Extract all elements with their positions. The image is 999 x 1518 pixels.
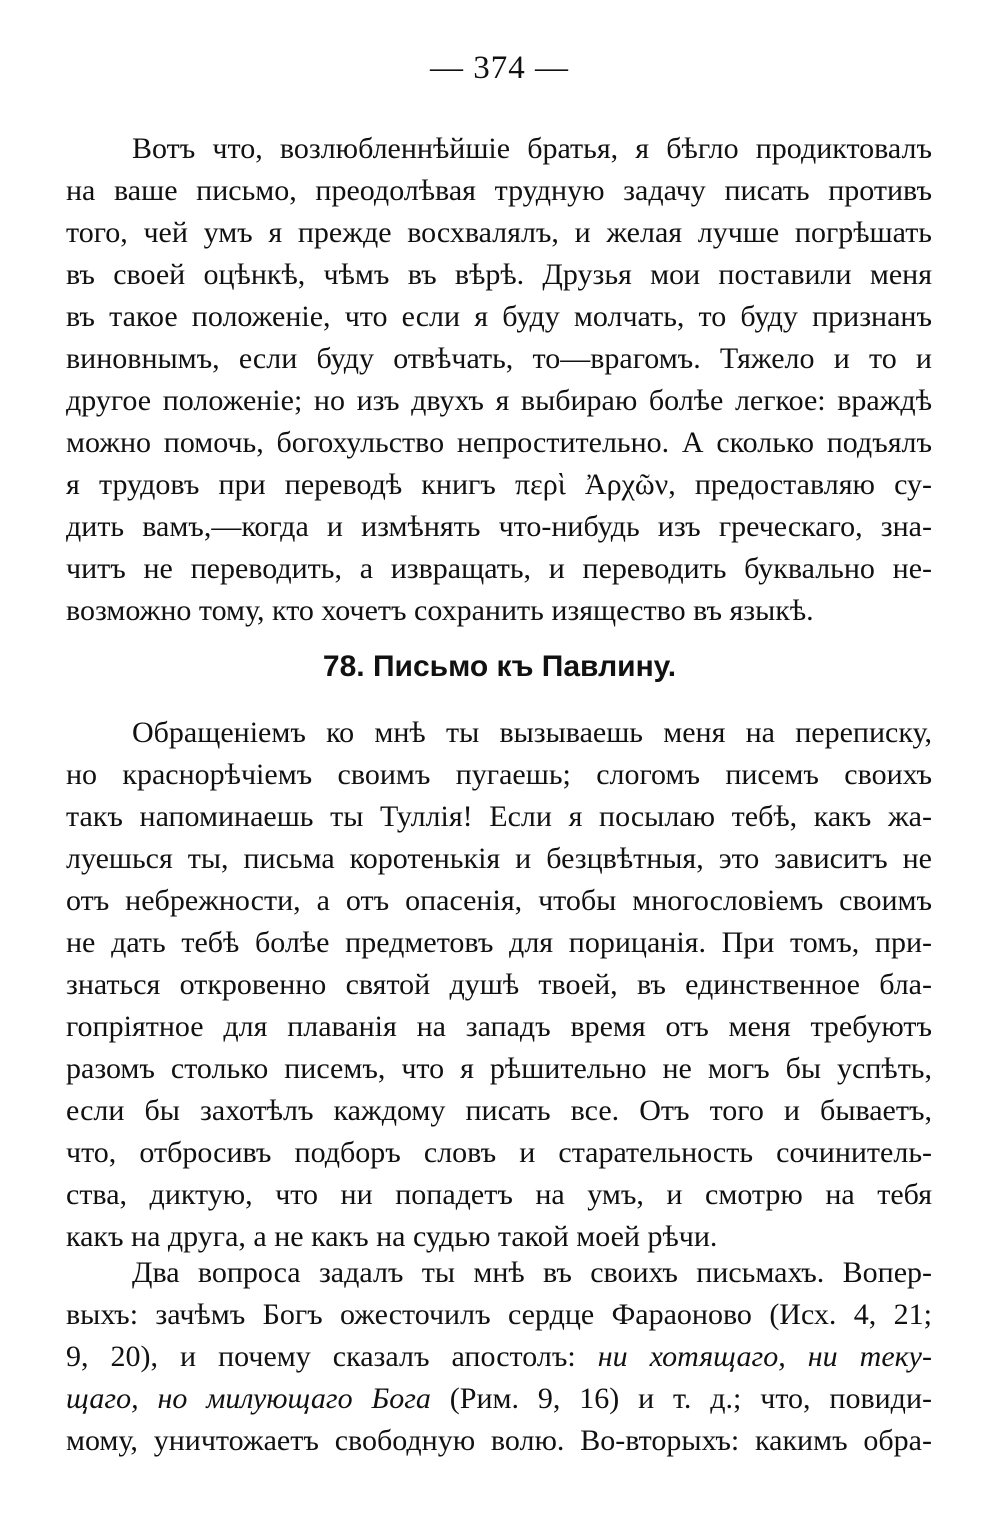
text-line: возможно тому, кто хочетъ сохранить изящество въ языкѣ. [66,594,814,627]
text-line: если бы захотѣлъ каждому писать все. Отъ того и бываетъ, [66,1094,932,1127]
text-line: но краснорѣчіемъ своимъ пугаешь; слогомъ писемъ своихъ [66,758,932,791]
paragraph-2 [66,712,932,1258]
text-line: разомъ столько писемъ, что я рѣшительно не могъ бы успѣть, [66,1052,932,1085]
text-line: другое положеніе; но изъ двухъ я выбираю болѣе легкое: враждѣ [66,384,932,417]
text-line: на ваше письмо, преодолѣвая трудную задачу писать противъ [66,174,932,207]
paragraph-3 [66,1252,932,1462]
text-line [66,1336,932,1378]
text-line: что, отбросивъ подборъ словъ и старательность сочинитель- [66,1136,932,1169]
text-line: въ такое положеніе, что если я буду молчать, то буду признанъ [66,300,932,333]
text-line: не дать тебѣ болѣе предметовъ для порицанія. При томъ, при- [66,926,932,959]
text-line: я трудовъ при переводѣ книгъ περὶ Ἀρχῶν, предоставляю су- [66,468,932,501]
text-line: такъ напоминаешь ты Туллія! Если я посылаю тебѣ, какъ жа- [66,800,932,833]
paragraph-1 [66,128,932,632]
text-line: луешься ты, письма коротенькія и безцвѣтныя, это зависитъ не [66,842,932,875]
page-number: — 374 — [430,50,569,86]
section-heading: 78. Письмо къ Павлину. [322,650,677,683]
text-line: отъ небрежности, а отъ опасенія, чтобы многословіемъ своимъ [66,884,932,917]
text-line: дить вамъ,—когда и измѣнять что-нибудь изъ греческаго, зна- [66,510,932,543]
text-run: 9, 20), и почему сказалъ апостолъ: [66,1340,598,1373]
text-line [66,1378,932,1420]
text-line: можно помочь, богохульство непростительно. А сколько подъялъ [66,426,932,459]
text-line: знаться откровенно святой душѣ твоей, въ единственное бла- [66,968,932,1001]
text-line: выхъ: зачѣмъ Богъ ожесточилъ сердце Фараоново (Исх. 4, 21; [66,1298,932,1331]
text-line: того, чей умъ я прежде восхвалялъ, и желая лучше погрѣшать [66,216,932,249]
text-line: Обращеніемъ ко мнѣ ты вызываешь меня на переписку, [132,716,932,749]
text-line: читъ не переводить, а извращать, и переводить буквально не- [66,552,932,585]
text-line: какъ на друга, а не какъ на судью такой моей рѣчи. [66,1220,718,1253]
text-line: ства, диктую, что ни попадетъ на умъ, и смотрю на тебя [66,1178,932,1211]
text-line: гопріятное для плаванія на западъ время отъ меня требуютъ [66,1010,932,1043]
scripture-quote: щаго, но милующаго Бога [66,1382,431,1415]
text-line: мому, уничтожаетъ свободную волю. Во-вторыхъ: какимъ обра- [66,1424,932,1457]
text-line: Вотъ что, возлюбленнѣйшіе братья, я бѣгло продиктовалъ [132,132,932,165]
scripture-quote: ни хотящаго, ни теку- [597,1340,932,1373]
text-run: (Рим. 9, 16) и т. д.; что, повиди- [430,1382,932,1415]
text-line: Два вопроса задалъ ты мнѣ въ своихъ письмахъ. Вопер- [132,1256,932,1289]
text-line: въ своей оцѣнкѣ, чѣмъ въ вѣрѣ. Друзья мои поставили меня [66,258,932,291]
text-line: виновнымъ, если буду отвѣчать, то—врагомъ. Тяжело и то и [66,342,932,375]
